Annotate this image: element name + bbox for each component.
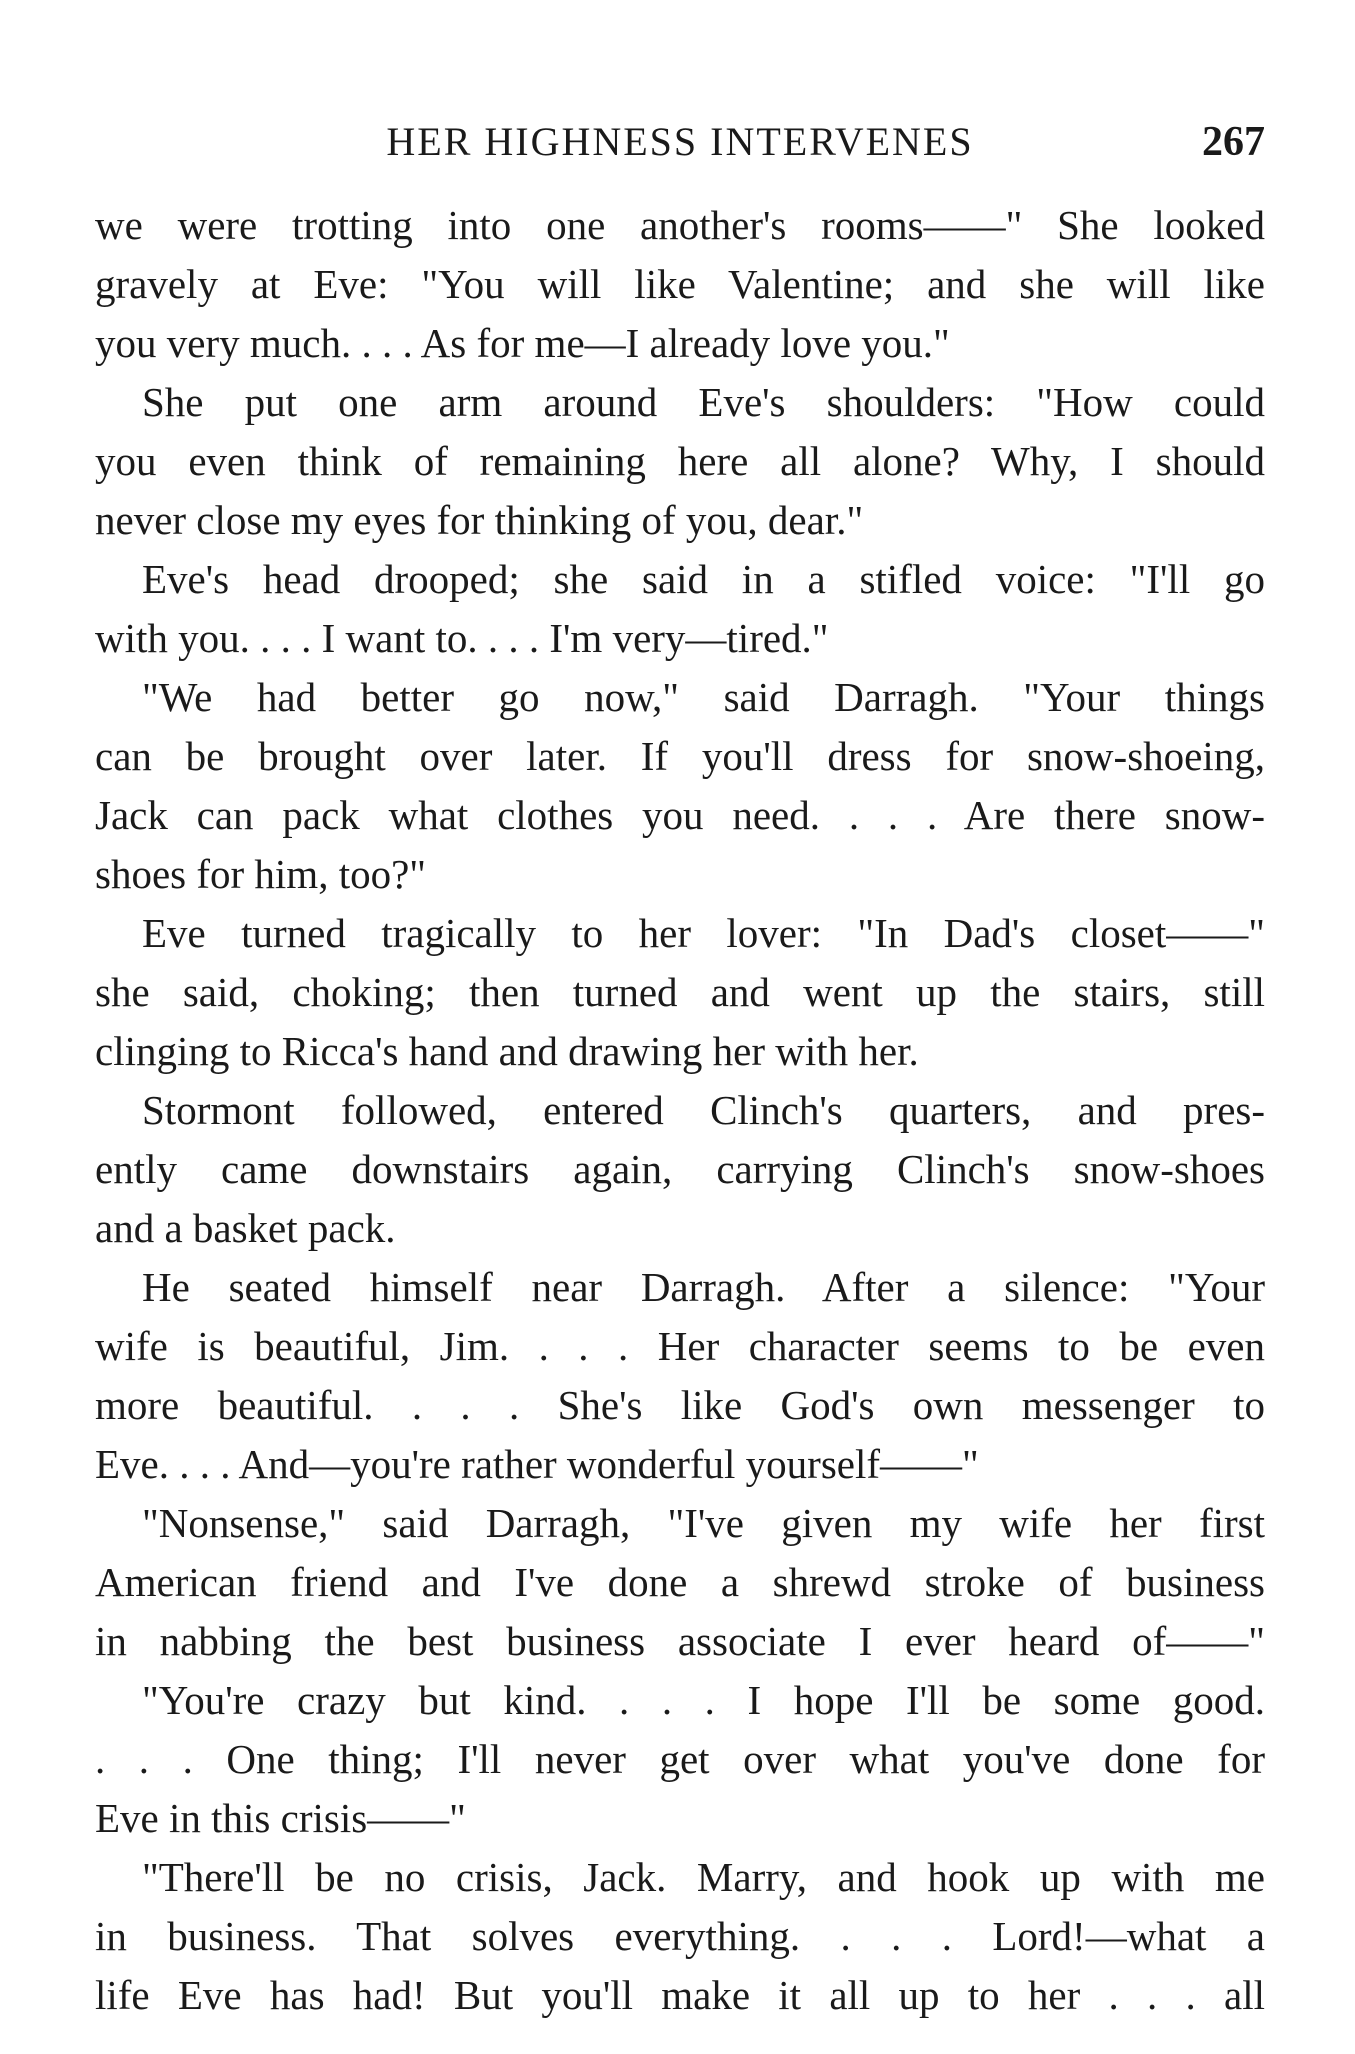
text-line: American friend and I've done a shrewd stroke of business [95, 1559, 1265, 1605]
text-line: ently came downstairs again, carrying Clinch's snow-shoes [95, 1146, 1265, 1192]
text-line: we were trotting into one another's rooms——" She looked [95, 202, 1265, 248]
text-line: you even think of remaining here all alone? Why, I should [95, 438, 1265, 484]
text-line: with you. . . . I want to. . . . I'm very—tired." [95, 615, 829, 661]
text-line: clinging to Ricca's hand and drawing her with her. [95, 1028, 919, 1074]
text-line: wife is beautiful, Jim. . . . Her character seems to be even [95, 1323, 1265, 1369]
text-line: Eve turned tragically to her lover: "In Dad's closet——" [142, 910, 1265, 956]
running-title: HER HIGHNESS INTERVENES [386, 119, 974, 164]
body-text [95, 196, 1265, 2025]
running-head [95, 112, 1265, 172]
text-line: "There'll be no crisis, Jack. Marry, and hook up with me [142, 1854, 1265, 1900]
text-line: Stormont followed, entered Clinch's quarters, and pres- [142, 1087, 1265, 1133]
text-line: Jack can pack what clothes you need. . . . Are there snow- [95, 792, 1265, 838]
text-line: shoes for him, too?" [95, 851, 427, 897]
page-number: 267 [1202, 119, 1265, 165]
text-line: can be brought over later. If you'll dress for snow-shoeing, [95, 733, 1265, 779]
text-line: and a basket pack. [95, 1205, 396, 1251]
text-line: She put one arm around Eve's shoulders: "How could [142, 379, 1265, 425]
text-line: she said, choking; then turned and went up the stairs, still [95, 969, 1265, 1015]
text-line: never close my eyes for thinking of you, dear." [95, 497, 864, 543]
text-line: in business. That solves everything. . . . Lord!—what a [95, 1913, 1265, 1959]
text-line: "Nonsense," said Darragh, "I've given my wife her first [142, 1500, 1265, 1546]
text-line: "We had better go now," said Darragh. "Your things [142, 674, 1265, 720]
text-line: gravely at Eve: "You will like Valentine; and she will like [95, 261, 1265, 307]
text-line: in nabbing the best business associate I ever heard of——" [95, 1618, 1265, 1664]
text-line: . . . One thing; I'll never get over what you've done for [95, 1736, 1265, 1782]
text-line: He seated himself near Darragh. After a silence: "Your [142, 1264, 1265, 1310]
text-line: Eve in this crisis——" [95, 1795, 466, 1841]
text-line: Eve. . . . And—you're rather wonderful yourself——" [95, 1441, 979, 1487]
text-line: you very much. . . . As for me—I already love you." [95, 320, 950, 366]
text-line: "You're crazy but kind. . . . I hope I'll be some good. [142, 1677, 1265, 1723]
text-line: life Eve has had! But you'll make it all up to her . . . all [95, 1972, 1265, 2018]
text-line: Eve's head drooped; she said in a stifled voice: "I'll go [142, 556, 1265, 602]
text-line: more beautiful. . . . She's like God's own messenger to [95, 1382, 1265, 1428]
